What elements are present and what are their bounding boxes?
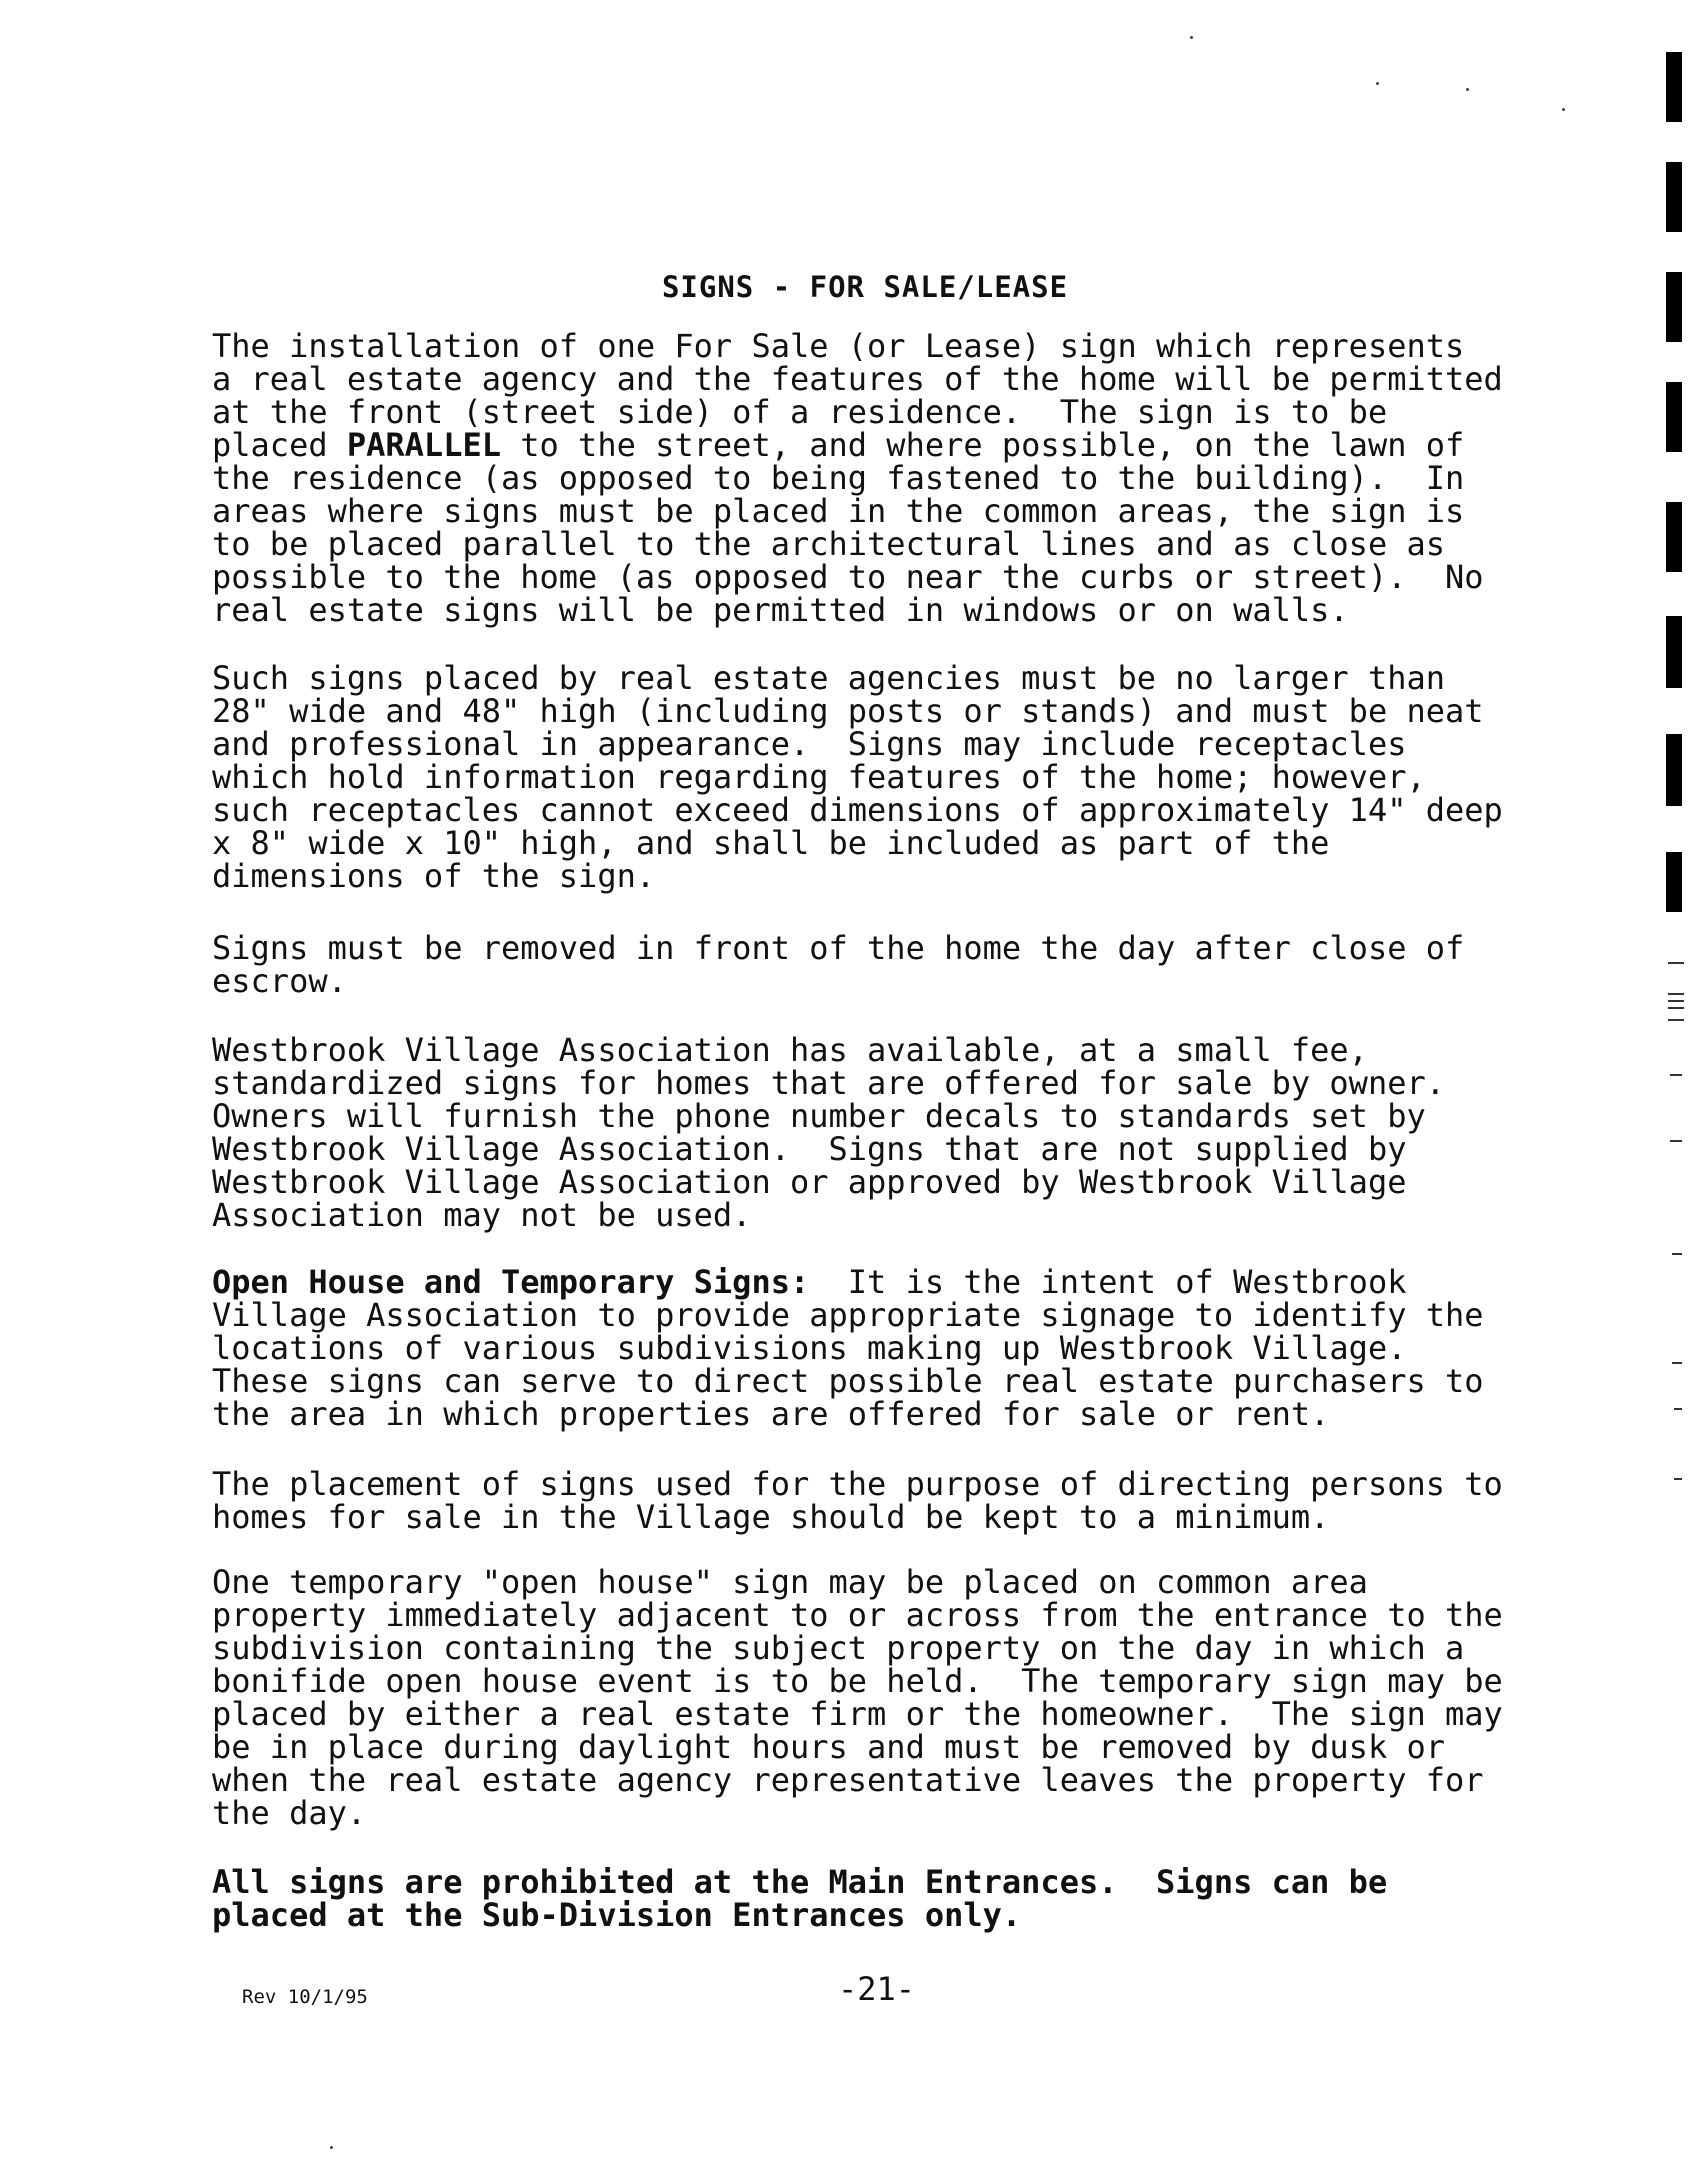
scan-mark [1668, 1007, 1684, 1009]
paragraph-temporary-sign: One temporary "open house" sign may be placed on common area property immediately adjacent to or across from the entrance to the subdivision containing the subject property on the day in which a bonifide open house event is to be held. The temporary sign may be placed by either a real estate firm or the homeowner. The sign may be in place during daylight hours and must be removed by dusk or when the real estate agency representative leaves the property for the day. [212, 1563, 1503, 1832]
scan-mark [1666, 852, 1682, 912]
scan-mark [1666, 382, 1682, 452]
paragraph-sign-size: Such signs placed by real estate agencies must be no larger than 28" wide and 48" high (including posts or stands) and must be neat and professional in appearance. Signs may include receptacles which hold information regarding features of the home; however, such receptacles cannot exceed dimensions of approximately 14" deep x 8" wide x 10" high, and shall be included as part of the dimensions of the sign. [212, 659, 1503, 895]
scan-mark [1668, 1019, 1684, 1021]
scan-speck [330, 2146, 333, 2149]
page-title: SIGNS - FOR SALE/LEASE [661, 270, 1069, 304]
scan-mark [1668, 962, 1684, 964]
scan-mark [1666, 616, 1682, 688]
paragraph-text: The installation of one For Sale (or Lease) sign which represents a real estate agency and the features of the home will be permitted at the front (street side) of a residence. The sign is to be placed [212, 327, 1503, 464]
scan-mark [1666, 162, 1682, 232]
paragraph-prohibition-notice: All signs are prohibited at the Main Entrances. Signs can be placed at the Sub-Division Entrances only. [212, 1863, 1388, 1934]
paragraph-owner-signs: Westbrook Village Association has available, at a small fee, standardized signs for homes that are offered for sale by owner. Owners will furnish the phone number decals to standards set by Westbrook Village Association. Signs that are not supplied by Westbrook Village Association or approved by Westbrook Village Association may not be used. [212, 1031, 1445, 1234]
paragraph-text: It is the intent of Westbrook Village Association to provide appropriate signage to identify the locations of various subdivisions making up Westbrook Village. These signs can serve to direct possible real estate purchasers to the area in which properties are offered for sale or rent. [212, 1263, 1484, 1433]
scan-mark [1668, 1000, 1684, 1002]
paragraph-text: to the street, and where possible, on the lawn of the residence (as opposed to being fastened to the building). In areas where signs must be placed in the common areas, the sign is to be placed parallel to the architectural lines and as close as possible to the home (as opposed to near the curbs or street). No real estate signs will be permitted in windows or on walls. [212, 426, 1484, 629]
scan-mark [1666, 502, 1682, 572]
scan-mark [1672, 1253, 1682, 1255]
scan-mark [1674, 1478, 1682, 1480]
section-heading-open-house: Open House and Temporary Signs: [212, 1263, 810, 1301]
scan-mark [1674, 1408, 1682, 1410]
scan-mark [1668, 993, 1684, 995]
scan-mark [1670, 1140, 1682, 1142]
scan-speck [1562, 108, 1565, 111]
scan-mark [1670, 1074, 1682, 1076]
scan-mark [1666, 272, 1682, 342]
emphasis-parallel: PARALLEL [346, 426, 501, 464]
scan-speck [1190, 36, 1193, 39]
scan-speck [1376, 82, 1379, 85]
paragraph-open-house [212, 1263, 1532, 1433]
paragraph-sign-removal: Signs must be removed in front of the home the day after close of escrow. [212, 929, 1465, 1000]
revision-date: Rev 10/1/95 [242, 1986, 368, 2008]
scan-speck [1466, 88, 1469, 91]
scan-mark [1666, 734, 1682, 806]
scan-mark [1672, 1362, 1682, 1364]
paragraph-sign-installation [212, 327, 1532, 629]
page-number: -21- [838, 1970, 916, 2008]
scan-mark [1666, 52, 1682, 122]
paragraph-directional-signs: The placement of signs used for the purpose of directing persons to homes for sale in the Village should be kept to a minimum. [212, 1465, 1503, 1536]
